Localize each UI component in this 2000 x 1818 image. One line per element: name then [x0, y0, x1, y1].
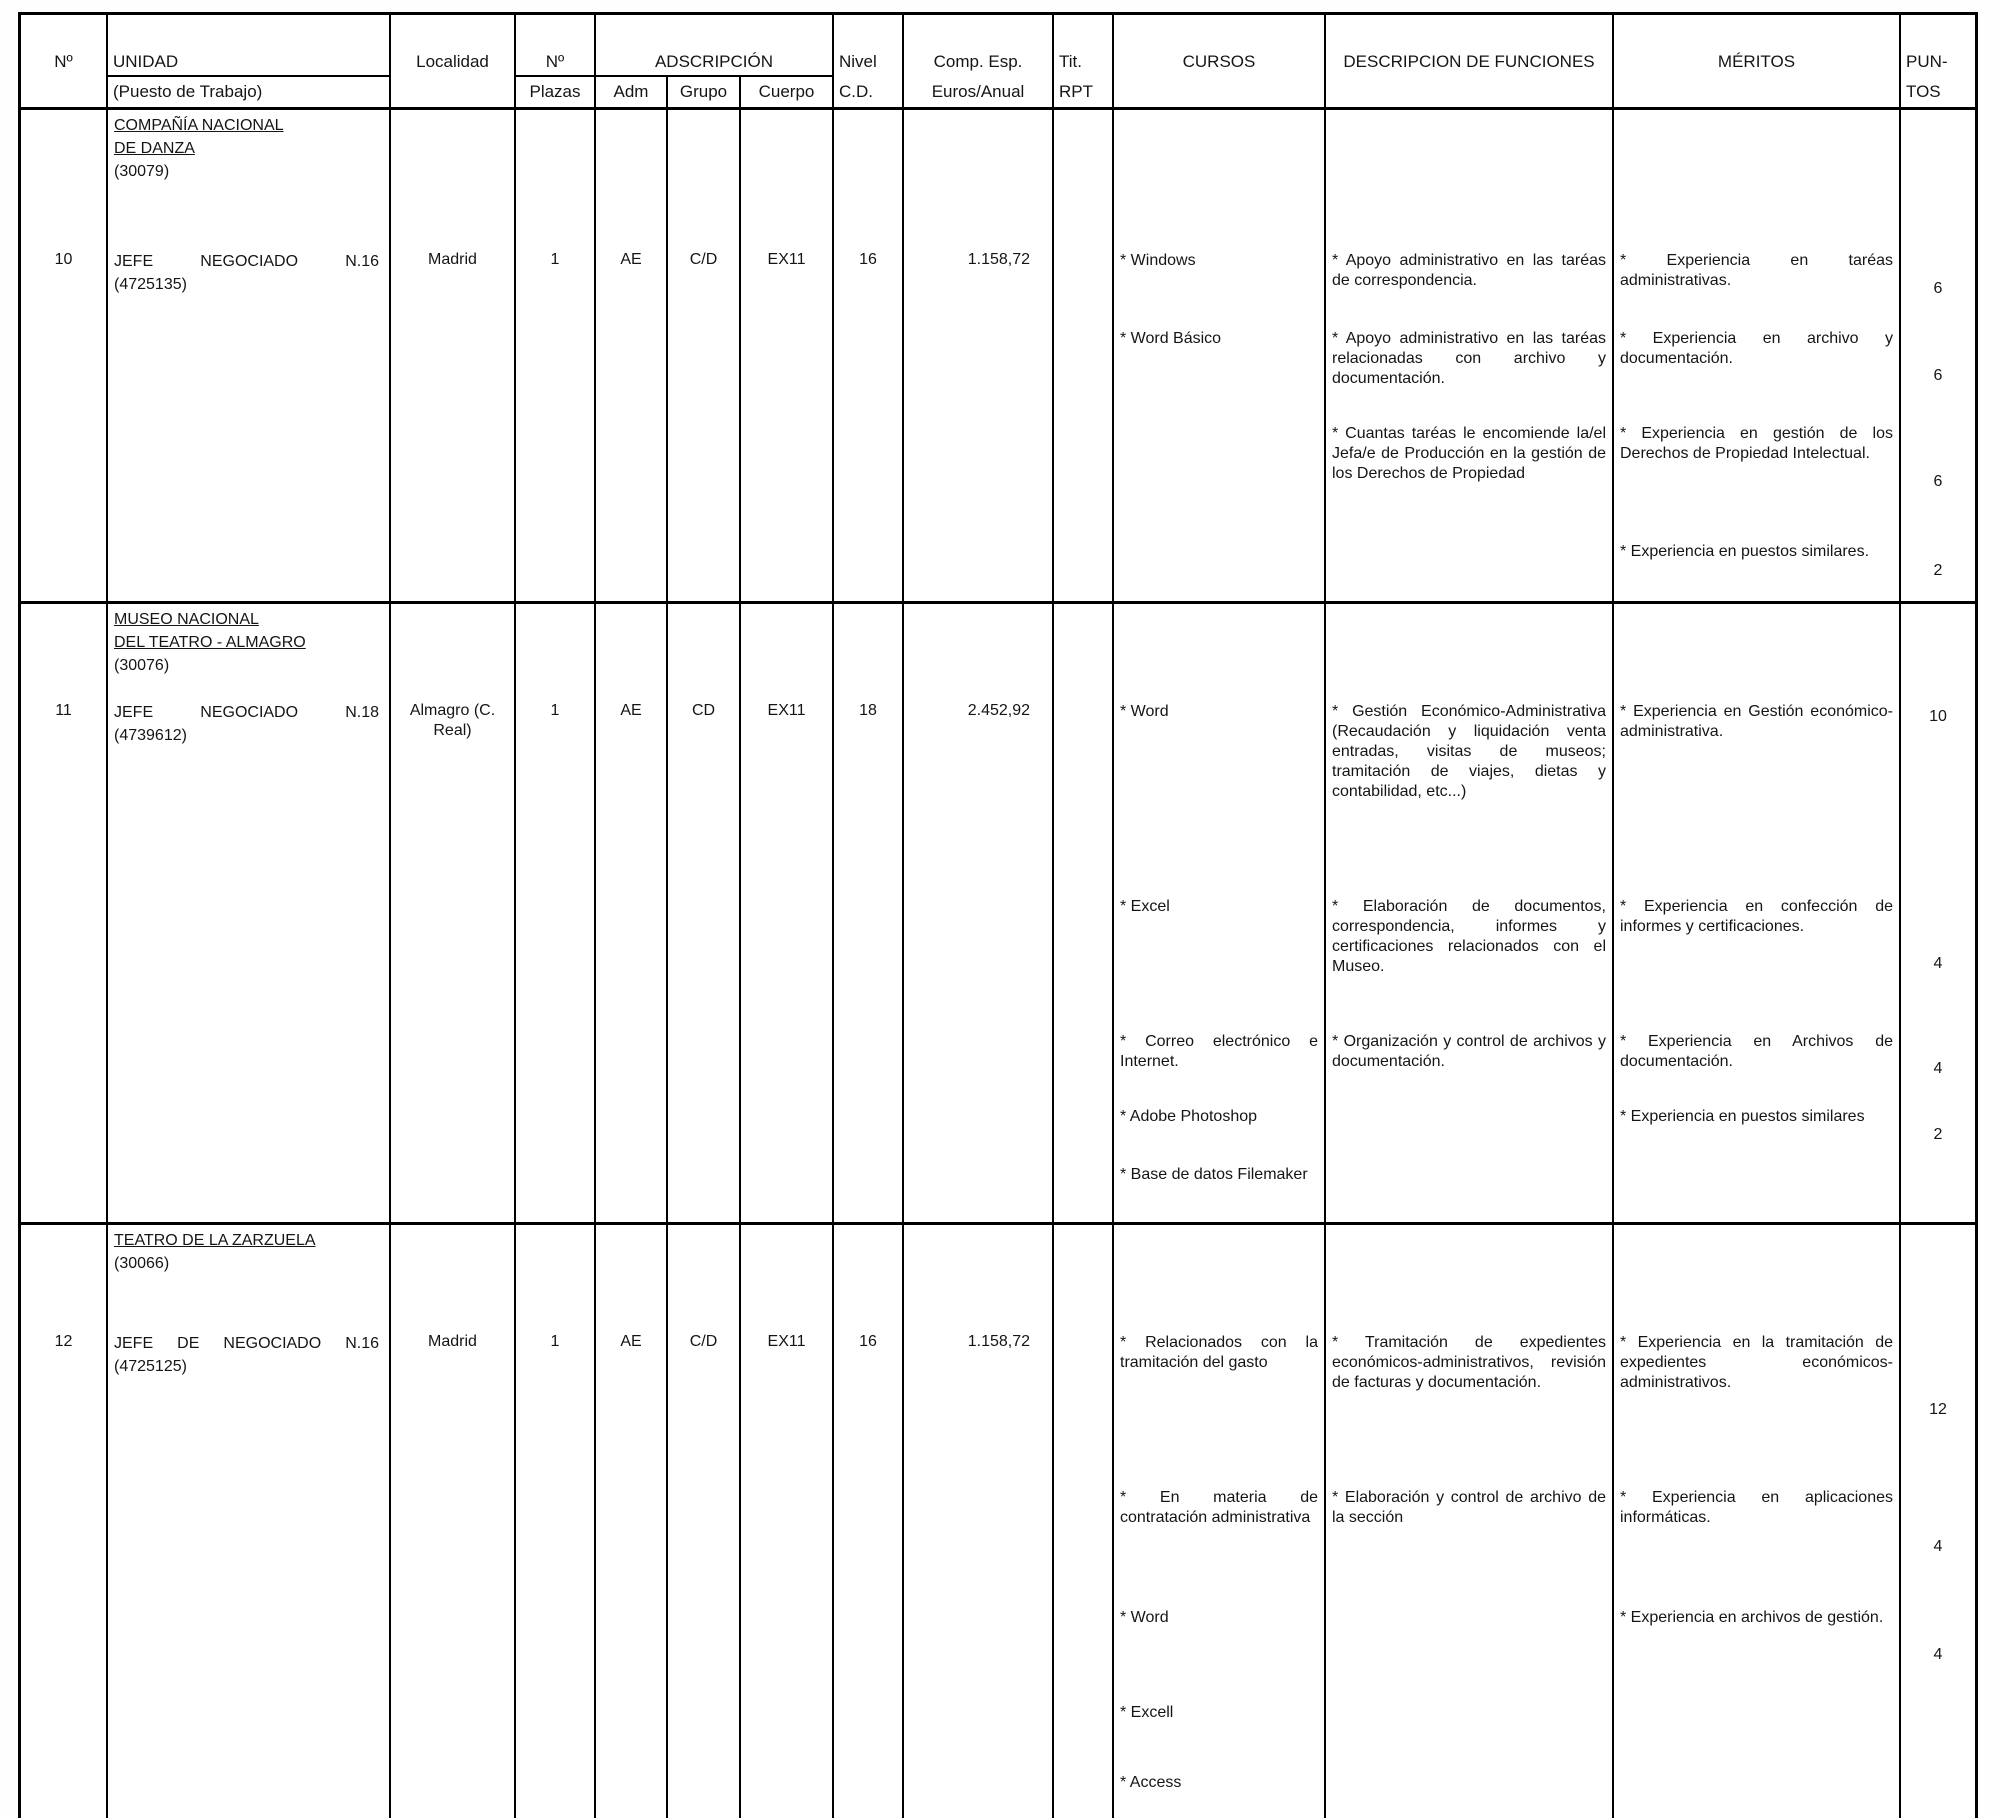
merit-paragraph: * Experiencia en gestión de los Derechos de Propiedad Intelectual.	[1620, 425, 1893, 462]
col-header-nivel	[834, 15, 904, 107]
meritos-cell	[1614, 110, 1901, 601]
adm-cell: AE	[596, 604, 668, 1222]
course-item: * Adobe Photoshop	[1120, 1108, 1258, 1125]
job-code: (4725125)	[114, 1358, 187, 1375]
points-value: 2	[1933, 1126, 1943, 1143]
course-item: * Word	[1120, 703, 1169, 720]
points-band	[1901, 1332, 1975, 1487]
unit-name-line: DE DANZA	[114, 140, 195, 157]
complemento-cell: 1.158,72	[904, 1225, 1054, 1818]
grupo-cell: C/D	[668, 110, 741, 601]
course-item: * Excel	[1120, 898, 1170, 915]
col-header-grupo: Grupo	[668, 77, 741, 107]
plazas-cell: 1	[516, 110, 596, 601]
merit-paragraph: * Experiencia en la tramitación de expedientes económicos-administrativos.	[1620, 1334, 1893, 1391]
merit-paragraph: * Experiencia en archivo y documentación.	[1620, 330, 1893, 367]
unit-name-line: MUSEO NACIONAL	[114, 611, 259, 628]
complemento-cell: 1.158,72	[904, 110, 1054, 601]
points-band	[1901, 1106, 1975, 1164]
course-item: * Access	[1120, 1774, 1182, 1791]
grupo-cell: C/D	[668, 1225, 741, 1818]
col-header-cuerpo: Cuerpo	[758, 82, 815, 101]
course-item: * Word Básico	[1120, 330, 1222, 347]
col-header-funciones	[1326, 15, 1614, 107]
funciones-cell	[1326, 110, 1614, 601]
funciones-cell	[1326, 1225, 1614, 1818]
header-spacer	[1614, 77, 1899, 107]
points-value: 12	[1929, 1400, 1947, 1418]
function-paragraph: * Elaboración de documentos, correspondencia, informes y certificaciones relacionados con el Museo.	[1332, 898, 1606, 975]
unit-title-block	[108, 1225, 389, 1332]
col-header-complemento	[904, 15, 1054, 107]
col-header-complemento-line1: Comp. Esp.	[933, 52, 1023, 71]
col-header-titulacion-line1: Tit.	[1059, 52, 1082, 71]
table-row	[21, 107, 1975, 601]
tit-rpt-cell	[1054, 110, 1114, 601]
points-band	[1901, 1031, 1975, 1106]
row-number-cell: 12	[21, 1225, 108, 1818]
function-paragraph: * Gestión Económico-Administrativa (Recaudación y liquidación venta entradas, visitas de museos; tramitación de viajes, dietas y contabilidad, etc...)	[1332, 703, 1606, 800]
points-band	[1901, 328, 1975, 423]
job-title: JEFE DE NEGOCIADO N.16	[114, 1335, 379, 1352]
table-header	[21, 15, 1975, 107]
nivel-cell: 16	[834, 110, 904, 601]
course-item: * Correo electrónico e Internet.	[1120, 1033, 1318, 1070]
unit-title-block	[108, 604, 389, 701]
merit-paragraph: * Experiencia en taréas administrativas.	[1620, 252, 1893, 289]
funciones-cell	[1326, 604, 1614, 1222]
points-band	[1901, 250, 1975, 328]
col-header-titulacion-line2: RPT	[1059, 82, 1093, 101]
col-header-unidad	[108, 15, 391, 107]
nivel-cell: 16	[834, 1225, 904, 1818]
col-header-complemento-line2: Euros/Anual	[931, 82, 1025, 101]
cuerpo-cell: EX11	[741, 1225, 834, 1818]
job-code: (4739612)	[114, 727, 187, 744]
function-paragraph: * Apoyo administrativo en las taréas de correspondencia.	[1332, 252, 1606, 289]
course-item: * En materia de contratación administrativa	[1120, 1489, 1318, 1526]
merit-paragraph: * Experiencia en aplicaciones informáticas.	[1620, 1489, 1893, 1526]
col-header-adscripcion-label: ADSCRIPCIÓN	[596, 47, 832, 77]
function-paragraph: * Tramitación de expedientes económicos-administrativos, revisión de facturas y documentación.	[1332, 1334, 1606, 1391]
col-header-puntos-line1: PUN-	[1906, 52, 1948, 71]
col-header-funciones-label: DESCRIPCION DE FUNCIONES	[1343, 52, 1595, 71]
row-number-cell: 10	[21, 110, 108, 601]
col-header-nivel-line1: Nivel	[839, 52, 877, 71]
points-value: 4	[1933, 1059, 1943, 1077]
unit-name-line: COMPAÑÍA NACIONAL	[114, 117, 284, 134]
header-spacer	[1114, 77, 1324, 107]
unit-name-line: DEL TEATRO - ALMAGRO	[114, 634, 306, 651]
course-item: * Relacionados con la tramitación del gasto	[1120, 1334, 1318, 1371]
plazas-cell: 1	[516, 604, 596, 1222]
col-header-puesto-label: (Puesto de Trabajo)	[113, 82, 263, 101]
job-code: (4725135)	[114, 276, 187, 293]
merit-paragraph: * Experiencia en puestos similares	[1620, 1108, 1865, 1125]
unit-code: (30066)	[114, 1255, 170, 1272]
table-row	[21, 601, 1975, 1222]
adm-cell: AE	[596, 1225, 668, 1818]
col-header-numero-label: Nº	[54, 52, 73, 71]
plazas-cell: 1	[516, 1225, 596, 1818]
unit-title-block	[108, 110, 389, 250]
meritos-cell	[1614, 604, 1901, 1222]
unit-code: (30079)	[114, 163, 170, 180]
header-spacer	[391, 77, 514, 107]
col-header-plazas-line1: Nº	[516, 47, 594, 77]
puntos-cell	[1901, 604, 1975, 1222]
cursos-cell	[1114, 110, 1326, 601]
merit-paragraph: * Experiencia en Archivos de documentación.	[1620, 1033, 1893, 1070]
col-header-puntos	[1901, 15, 1975, 107]
points-value: 10	[1929, 708, 1947, 725]
job-positions-table	[18, 12, 1978, 1818]
col-header-titulacion	[1054, 15, 1114, 107]
points-value: 6	[1933, 280, 1943, 297]
points-value: 4	[1933, 1538, 1943, 1555]
puntos-cell	[1901, 1225, 1975, 1818]
function-paragraph: * Organización y control de archivos y documentación.	[1332, 1033, 1606, 1070]
localidad-cell: Madrid	[391, 110, 516, 601]
col-header-localidad	[391, 15, 516, 107]
puntos-cell	[1901, 110, 1975, 601]
col-header-cursos-label: CURSOS	[1182, 52, 1256, 71]
localidad-cell: Madrid	[391, 1225, 516, 1818]
tit-rpt-cell	[1054, 1225, 1114, 1818]
header-spacer	[21, 77, 106, 107]
unit-cell	[108, 1225, 391, 1818]
adscripcion-subheader	[596, 77, 832, 107]
tit-rpt-cell	[1054, 604, 1114, 1222]
unit-cell	[108, 110, 391, 601]
job-title: JEFE NEGOCIADO N.18	[114, 704, 379, 721]
adm-cell: AE	[596, 110, 668, 601]
points-band	[1901, 701, 1975, 896]
merit-paragraph: * Experiencia en confección de informes y certificaciones.	[1620, 898, 1893, 935]
points-value: 4	[1933, 954, 1943, 972]
points-band	[1901, 1607, 1975, 1702]
col-header-nivel-line2: C.D.	[839, 82, 873, 101]
points-value: 4	[1933, 1645, 1943, 1663]
cursos-cell	[1114, 604, 1326, 1222]
meritos-cell	[1614, 1225, 1901, 1818]
course-item: * Windows	[1120, 252, 1196, 269]
localidad-cell: Almagro (C. Real)	[391, 604, 516, 1222]
merit-paragraph: * Experiencia en archivos de gestión.	[1620, 1609, 1884, 1626]
course-item: * Base de datos Filemaker	[1120, 1166, 1308, 1183]
unit-code: (30076)	[114, 657, 170, 674]
col-header-puntos-line2: TOS	[1906, 82, 1941, 101]
course-item: * Word	[1120, 1609, 1169, 1626]
points-band	[1901, 423, 1975, 541]
merit-paragraph: * Experiencia en Gestión económico-administrativa.	[1620, 703, 1893, 740]
col-header-numero	[21, 15, 108, 107]
row-number-cell: 11	[21, 604, 108, 1222]
col-header-meritos-label: MÉRITOS	[1717, 52, 1796, 71]
nivel-cell: 18	[834, 604, 904, 1222]
col-header-plazas-line2: Plazas	[529, 82, 581, 101]
unit-name-line: TEATRO DE LA ZARZUELA	[114, 1232, 316, 1249]
header-spacer	[1326, 77, 1612, 107]
col-header-plazas	[516, 15, 596, 107]
col-header-meritos	[1614, 15, 1901, 107]
complemento-cell: 2.452,92	[904, 604, 1054, 1222]
function-paragraph: * Apoyo administrativo en las taréas relacionadas con archivo y documentación.	[1332, 330, 1606, 387]
col-header-localidad-label: Localidad	[416, 52, 489, 71]
grupo-cell: CD	[668, 604, 741, 1222]
merit-paragraph: * Experiencia en puestos similares.	[1620, 543, 1870, 560]
points-band	[1901, 541, 1975, 601]
function-paragraph: * Elaboración y control de archivo de la sección	[1332, 1489, 1606, 1526]
cuerpo-cell: EX11	[741, 604, 834, 1222]
function-paragraph: * Cuantas taréas le encomiende la/el Jefa/e de Producción en la gestión de los Derechos de Propiedad	[1332, 425, 1606, 482]
col-header-unidad-label: UNIDAD	[108, 47, 389, 77]
table-row	[21, 1222, 1975, 1818]
cuerpo-cell: EX11	[741, 110, 834, 601]
col-header-adm: Adm	[596, 77, 668, 107]
points-band	[1901, 1487, 1975, 1607]
points-band	[1901, 896, 1975, 1031]
col-header-adscripcion	[596, 15, 834, 107]
course-item: * Excell	[1120, 1704, 1174, 1721]
cursos-cell	[1114, 1225, 1326, 1818]
unit-cell	[108, 604, 391, 1222]
job-title: JEFE NEGOCIADO N.16	[114, 253, 379, 270]
points-value: 6	[1933, 473, 1943, 490]
points-value: 6	[1933, 366, 1943, 384]
points-value: 2	[1933, 562, 1943, 579]
col-header-cursos	[1114, 15, 1326, 107]
